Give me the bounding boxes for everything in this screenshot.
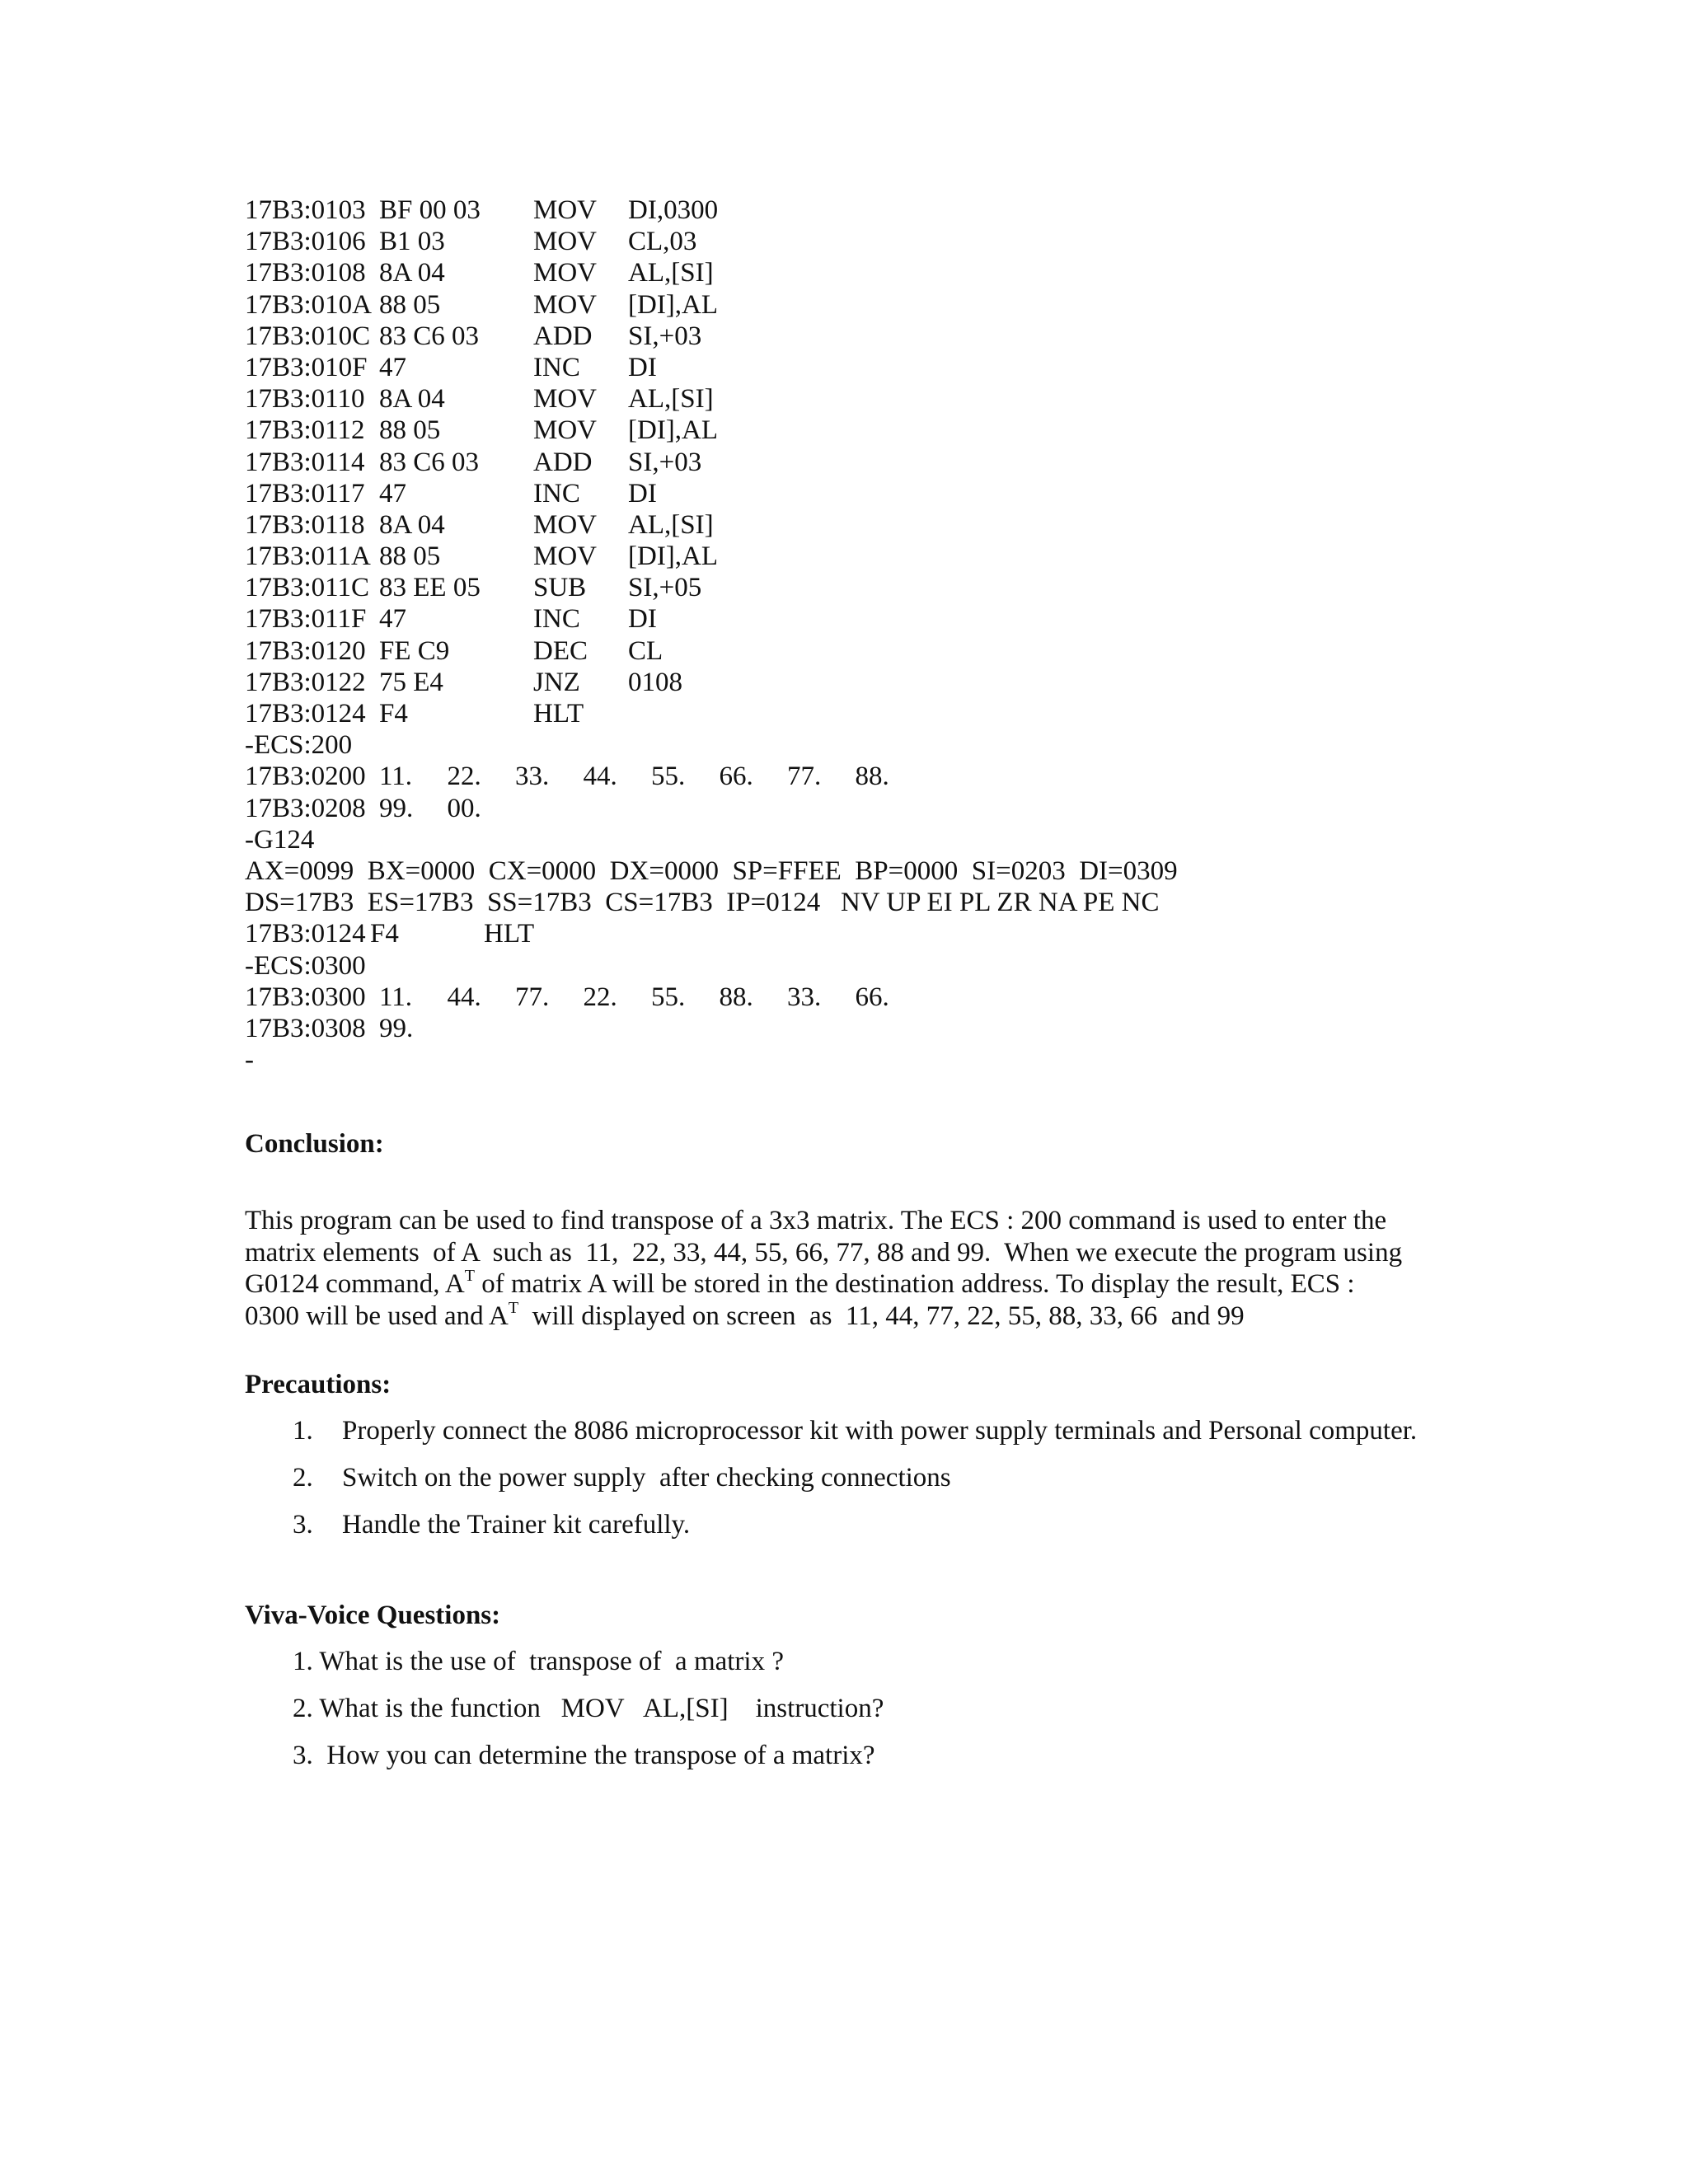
code-line: 17B3:0117 47 INC DI: [245, 478, 657, 509]
code-line: 17B3:0103 BF 00 03 MOV DI,0300: [245, 195, 719, 225]
precautions-heading: Precautions:: [245, 1370, 392, 1399]
dump-byte: 99.: [379, 793, 414, 823]
viva-questions-list: [293, 1647, 884, 1788]
list-item: 2. What is the function MOV AL,[SI] instruction?: [293, 1694, 884, 1723]
dump-byte: 11.: [379, 762, 413, 792]
code-line: 17B3:0118 8A 04 MOV AL,[SI]: [245, 509, 714, 540]
dump-line: 17B3:0208 99. 00.: [245, 793, 481, 823]
dump-byte: 55.: [651, 982, 686, 1012]
code-line: 17B3:0120 FE C9 DEC CL: [245, 635, 663, 666]
dump-byte: 33.: [787, 982, 822, 1012]
dump-byte: 44.: [583, 762, 617, 792]
command-line: -ECS:200: [245, 730, 353, 761]
dump-byte: 00.: [447, 793, 481, 823]
document-page: 17B3:0103 BF 00 03 MOV DI,0300 17B3:0106 B1 03 MOV CL,03 17B3:0108 8A 04 MOV AL,[SI] 17B3:010A 88 05 MOV [DI],AL 17B3:010C 83 C6 03 ADD SI,+03 17B3:010F 47 INC DI 17B3:0110 8A 04 MOV AL,[SI] 17B3:0112 88 05 MOV [DI],AL 17B3:0114 83 C6 03 ADD SI,+03 17B3:0117 47 INC DI 17B3:0118 8A 04 MOV AL,[SI] 17B3:011A 88 05 MOV [DI],AL 17B3:011C 83 EE 05 SUB SI,+05 17B3:011F 47 INC DI 17B3:0120 FE C9 DEC CL 17B3:0122 75 E4 JNZ 0108 17B3:0124 F4 HLT -ECS:200 17B3:0200 11. 22. 33. 44. 55. 66. 77. 88. 17B3:0208 99. 00. -G124 AX=0099 BX=0000 CX=0000 DX=0000 SP=FFEE BP=0000 SI=0203 DI=0309 DS=17B3 ES=17B3 SS=17B3 CS=17B3 IP=0124 NV UP EI PL ZR NA PE NC 17B3:0124 F4 HLT -ECS:0300 17B3:0300 11. 44. 77. 22. 55. 88. 33. 66. 17B3:0308 99. - Conclusion: This program can be used to find transpose of a 3x3 matrix. The ECS : 200 command is used to enter the matrix elements of A such as 11, 22, 33, 44, 55, 66, 77, 88 and 99. When we execute the program using G0124 command, $A^T$ of matrix A will be stored in the destination address. To display the result, ECS : 0300 will be used and $A^T$ will displayed on screen as 11, 44, 77, 22, 55, 88, 33, 66 and 99 Precautions: 1. Properly connect the 8086 microprocessor kit with power supply terminals and Personal computer. 2. Switch on the power supply after checking connections 3. Handle the Trainer kit carefully. Viva-Voice Questions: 1. What is the use of transpose of a matrix ? 2. What is the function MOV AL,[SI] instruction? 3. How you can determine the transpose of a matrix?: [0, 0, 1688, 2184]
register-line: AX=0099 BX=0000 CX=0000 DX=0000 SP=FFEE BP=0000 SI=0203 DI=0309: [245, 855, 1178, 886]
dump-byte: 55.: [651, 762, 686, 792]
viva-heading: Viva-Voice Questions:: [245, 1601, 501, 1630]
code-line: 17B3:011F 47 INC DI: [245, 604, 657, 635]
register-line: DS=17B3 ES=17B3 SS=17B3 CS=17B3 IP=0124 NV UP EI PL ZR NA PE NC: [245, 888, 1160, 918]
dump-byte: 88.: [855, 762, 889, 792]
dump-byte: 44.: [447, 982, 481, 1012]
code-line: 17B3:0108 8A 04 MOV AL,[SI]: [245, 258, 714, 288]
conclusion-text: This program can be used to find transpose of a 3x3 matrix. The ECS : 200 command is used to enter the matrix elements of A such as 11, 22, 33, 44, 55, 66, 77, 88 and 99. When we execute the program using G0124 command, $A^T$ of matrix A will be stored in the destination address. To display the result, ECS : 0300 will be used and $A^T$ will displayed on screen as 11, 44, 77, 22, 55, 88, 33, 66 and 99: [245, 1206, 1403, 1331]
code-line: 17B3:0122 75 E4 JNZ 0108: [245, 667, 682, 697]
code-line: 17B3:0124 F4 HLT: [245, 699, 584, 729]
code-line: 17B3:0112 88 05 MOV [DI],AL: [245, 415, 719, 446]
dump-byte: 99.: [379, 1013, 414, 1043]
prompt-line: -: [245, 1045, 254, 1076]
command-line: -G124: [245, 824, 315, 855]
dump-line: 17B3:0308 99.: [245, 1013, 414, 1043]
code-line: 17B3:010C 83 C6 03 ADD SI,+03: [245, 321, 702, 351]
dump-byte: 22.: [583, 982, 617, 1012]
conclusion-heading: Conclusion:: [245, 1129, 384, 1159]
code-line: 17B3:011C 83 EE 05 SUB SI,+05: [245, 573, 702, 603]
dump-line: 17B3:0300 11. 44. 77. 22. 55. 88. 33. 66.: [245, 982, 889, 1012]
dump-line: 17B3:0200 11. 22. 33. 44. 55. 66. 77. 88.: [245, 762, 889, 792]
dump-byte: 66.: [719, 762, 753, 792]
list-item: 1. What is the use of transpose of a matrix ?: [293, 1647, 784, 1676]
memory-dump-result: [245, 982, 889, 1044]
disassembly: [245, 194, 719, 729]
dump-byte: 77.: [787, 762, 822, 792]
dump-byte: 77.: [515, 982, 550, 1012]
dump-byte: 88.: [719, 982, 753, 1012]
dump-byte: 22.: [447, 762, 481, 792]
code-line: 17B3:010F 47 INC DI: [245, 352, 657, 382]
memory-dump-input: [245, 761, 889, 823]
list-item: 3. How you can determine the transpose of a matrix?: [293, 1741, 875, 1770]
command-line: -ECS:0300: [245, 950, 366, 981]
dump-byte: 33.: [515, 762, 550, 792]
debug-listing: [245, 194, 1178, 1076]
code-line: 17B3:010A 88 05 MOV [DI],AL: [245, 289, 719, 320]
halt-line: 17B3:0124 F4 HLT: [245, 919, 535, 949]
code-line: 17B3:0106 B1 03 MOV CL,03: [245, 227, 697, 257]
code-line: 17B3:011A 88 05 MOV [DI],AL: [245, 541, 719, 572]
dump-byte: 11.: [379, 982, 413, 1012]
dump-byte: 66.: [855, 982, 889, 1012]
code-line: 17B3:0110 8A 04 MOV AL,[SI]: [245, 384, 714, 415]
code-line: 17B3:0114 83 C6 03 ADD SI,+03: [245, 447, 702, 477]
